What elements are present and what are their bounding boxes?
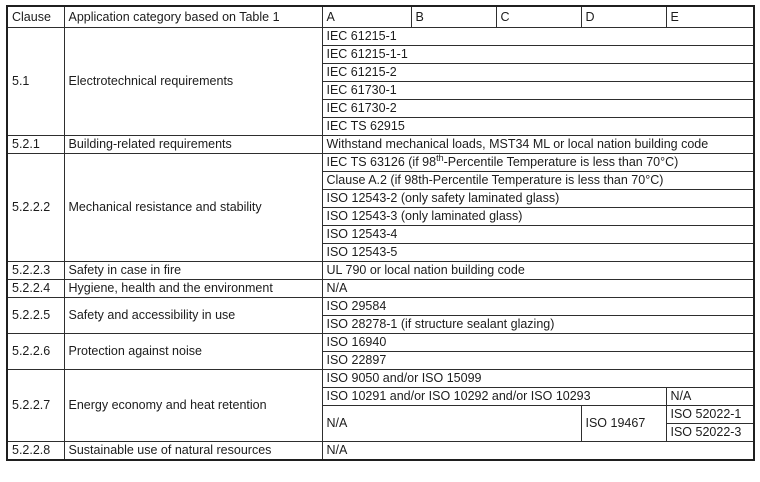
requirement-cell: Withstand mechanical loads, MST34 ML or local nation building code [322, 136, 754, 154]
clause-cell: 5.2.2.6 [7, 334, 64, 370]
header-col-c: C [496, 6, 581, 28]
category-cell: Hygiene, health and the environment [64, 280, 322, 298]
header-col-a: A [322, 6, 411, 28]
table-row [7, 280, 754, 298]
table-row [7, 154, 754, 172]
clause-cell: 5.2.2.4 [7, 280, 64, 298]
requirement-cell: ISO 12543-2 (only safety laminated glass) [322, 190, 754, 208]
requirement-cell [322, 154, 754, 172]
table-row [7, 28, 754, 46]
requirement-cell: ISO 9050 and/or ISO 15099 [322, 370, 754, 388]
header-category: Application category based on Table 1 [64, 6, 322, 28]
requirements-table [6, 5, 755, 461]
category-cell: Mechanical resistance and stability [64, 154, 322, 262]
header-col-b: B [411, 6, 496, 28]
clause-cell: 5.2.2.2 [7, 154, 64, 262]
requirement-cell: IEC TS 62915 [322, 118, 754, 136]
table-row [7, 370, 754, 388]
clause-cell: 5.2.2.3 [7, 262, 64, 280]
requirement-cell: IEC 61215-1 [322, 28, 754, 46]
requirement-cell: ISO 12543-4 [322, 226, 754, 244]
category-cell: Safety in case in fire [64, 262, 322, 280]
clause-cell: 5.2.2.8 [7, 442, 64, 461]
superscript-th: th [436, 153, 444, 163]
category-cell: Safety and accessibility in use [64, 298, 322, 334]
requirement-cell-na: N/A [322, 442, 754, 461]
requirement-cell: UL 790 or local nation building code [322, 262, 754, 280]
requirement-text-prefix: IEC TS 63126 (if 98 [326, 155, 437, 169]
requirement-cell: ISO 16940 [322, 334, 754, 352]
requirement-cell: IEC 61215-1-1 [322, 46, 754, 64]
header-clause: Clause [7, 6, 64, 28]
requirement-cell-na-abc: N/A [322, 406, 581, 442]
requirement-cell: IEC 61730-2 [322, 100, 754, 118]
category-cell: Energy economy and heat retention [64, 370, 322, 442]
requirement-cell: IEC 61215-2 [322, 64, 754, 82]
requirement-cell-e: ISO 52022-1 [666, 406, 754, 424]
table-row [7, 334, 754, 352]
requirement-cell-e: ISO 52022-3 [666, 424, 754, 442]
table-row [7, 298, 754, 316]
header-row [7, 6, 754, 28]
requirement-cell: IEC 61730-1 [322, 82, 754, 100]
table-row [7, 442, 754, 461]
category-cell: Sustainable use of natural resources [64, 442, 322, 461]
header-col-d: D [581, 6, 666, 28]
category-cell: Protection against noise [64, 334, 322, 370]
clause-cell: 5.1 [7, 28, 64, 136]
category-cell: Electrotechnical requirements [64, 28, 322, 136]
table-row [7, 262, 754, 280]
requirement-cell-na: N/A [322, 280, 754, 298]
requirement-cell-d: ISO 19467 [581, 406, 666, 442]
clause-cell: 5.2.2.5 [7, 298, 64, 334]
requirement-cell: ISO 12543-3 (only laminated glass) [322, 208, 754, 226]
requirement-cell: ISO 29584 [322, 298, 754, 316]
clause-cell: 5.2.2.7 [7, 370, 64, 442]
table-row [7, 136, 754, 154]
requirement-cell: Clause A.2 (if 98th-Percentile Temperature is less than 70°C) [322, 172, 754, 190]
requirement-cell: ISO 12543-5 [322, 244, 754, 262]
clause-cell: 5.2.1 [7, 136, 64, 154]
requirement-cell-na-e: N/A [666, 388, 754, 406]
header-col-e: E [666, 6, 754, 28]
requirement-cell: ISO 10291 and/or ISO 10292 and/or ISO 10293 [322, 388, 666, 406]
requirement-text-suffix: -Percentile Temperature is less than 70°C) [443, 155, 679, 169]
requirement-cell: ISO 28278-1 (if structure sealant glazing) [322, 316, 754, 334]
requirement-cell: ISO 22897 [322, 352, 754, 370]
category-cell: Building-related requirements [64, 136, 322, 154]
